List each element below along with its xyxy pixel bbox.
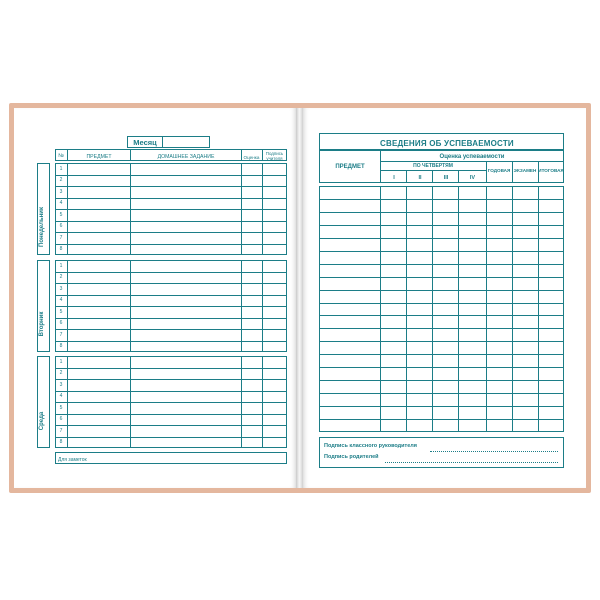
header-divider [380,161,564,162]
row-divider [319,354,564,355]
column-divider [486,186,487,432]
column-header-number: № [58,153,64,159]
row-number: 4 [59,393,63,400]
row-divider [55,232,287,233]
row-number: 3 [59,188,63,195]
row-divider [319,419,564,420]
row-number: 3 [59,285,63,292]
quarters-header: ПО ЧЕТВЕРТЯМ [413,163,453,169]
quarter-divider [458,170,459,183]
row-number: 2 [59,177,63,184]
row-divider [55,295,287,296]
day-label-wednesday: Среда [39,411,45,431]
row-divider [55,379,287,380]
row-number: 8 [59,246,63,253]
row-divider [55,402,287,403]
column-divider [458,186,459,432]
row-number: 5 [59,211,63,218]
day-label-monday: Понедельник [39,207,45,247]
row-divider [55,318,287,319]
column-divider [380,186,381,432]
row-divider [55,221,287,222]
sign-parents-label: Подпись родителей [324,454,379,460]
page-title: СВЕДЕНИЯ ОБ УСПЕВАЕМОСТИ [380,139,514,148]
row-divider [55,391,287,392]
row-divider [55,329,287,330]
month-label: Месяц [127,136,163,148]
header-divider [380,170,486,171]
row-divider [319,199,564,200]
row-number: 6 [59,223,63,230]
row-number: 4 [59,200,63,207]
row-divider [319,406,564,407]
row-divider [319,303,564,304]
row-number: 7 [59,427,63,434]
quarter-divider [432,170,433,183]
row-number: 5 [59,308,63,315]
notes-box [55,452,287,464]
row-divider [55,272,287,273]
row-divider [55,244,287,245]
row-divider [319,315,564,316]
quarter-3: III [443,175,449,181]
row-divider [319,251,564,252]
column-header-signature-line1: Подпись [265,151,284,156]
row-divider [55,425,287,426]
signature-box [319,437,564,468]
row-number: 7 [59,331,63,338]
row-divider [55,175,287,176]
row-number: 1 [59,165,63,172]
column-header-signature-line2: учителя [266,156,283,161]
row-number: 3 [59,381,63,388]
grades-header: Оценка успеваемости [439,154,505,160]
row-number: 1 [59,358,63,365]
column-divider [512,186,513,432]
row-number: 8 [59,439,63,446]
month-field[interactable] [162,136,210,148]
column-header-subject: ПРЕДМЕТ [86,154,112,160]
column-divider [406,186,407,432]
row-divider [55,437,287,438]
row-divider [55,283,287,284]
row-divider [319,367,564,368]
column-header-homework: ДОМАШНЕЕ ЗАДАНИЕ [157,154,215,160]
quarter-2: II [418,175,422,181]
row-divider [55,368,287,369]
row-number: 6 [59,416,63,423]
grades-body [319,186,564,432]
sign-parents-line[interactable] [385,462,558,463]
book-spine [296,108,303,488]
row-divider [319,380,564,381]
row-divider [319,264,564,265]
row-number: 5 [59,404,63,411]
row-divider [55,209,287,210]
row-number: 6 [59,320,63,327]
column-header-exam: ЭКЗАМЕН [513,168,537,173]
quarter-divider [406,170,407,183]
row-divider [55,198,287,199]
column-header-grade: Оценка [243,155,260,160]
row-divider [319,341,564,342]
row-divider [319,225,564,226]
row-divider [55,306,287,307]
column-divider [432,186,433,432]
row-number: 2 [59,370,63,377]
column-divider [538,186,539,432]
row-divider [319,290,564,291]
row-divider [319,212,564,213]
row-divider [55,414,287,415]
row-divider [55,186,287,187]
quarter-1: I [393,175,395,181]
column-header-annual: ГОДОВАЯ [487,168,511,173]
row-divider [319,277,564,278]
row-divider [319,238,564,239]
sign-teacher-label: Подпись классного руководителя [324,443,417,449]
quarter-4: IV [469,175,476,181]
column-header-final: ИТОГОВАЯ [538,168,564,173]
row-divider [55,341,287,342]
row-divider [319,328,564,329]
row-number: 8 [59,343,63,350]
row-number: 7 [59,234,63,241]
row-number: 4 [59,297,63,304]
sign-teacher-line[interactable] [430,451,558,452]
column-header-subject: ПРЕДМЕТ [335,164,365,170]
day-label-tuesday: Вторник [39,311,45,337]
row-divider [319,393,564,394]
row-number: 2 [59,274,63,281]
notes-label: Для заметок [58,457,87,463]
row-number: 1 [59,262,63,269]
